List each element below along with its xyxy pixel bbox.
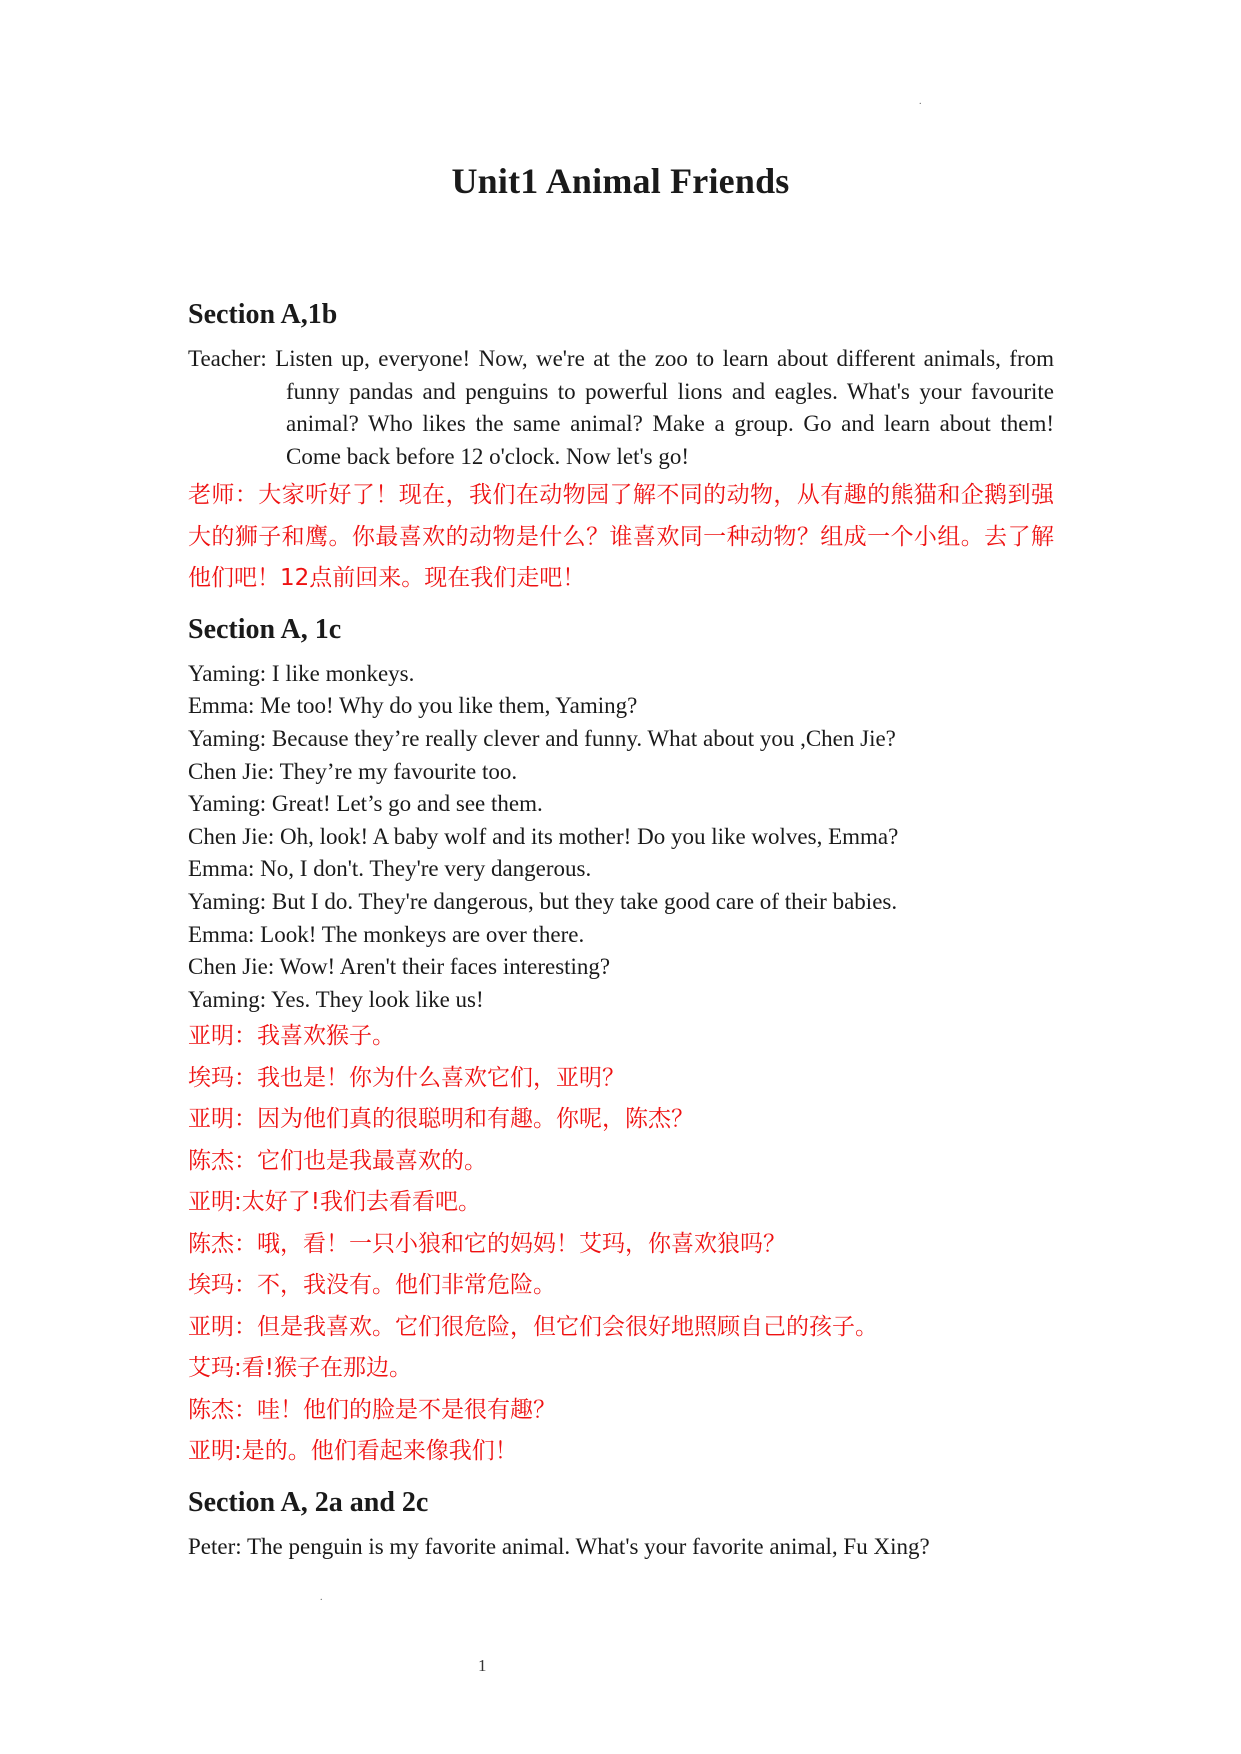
- dialogue-line: Chen Jie: They’re my favourite too.: [188, 758, 518, 784]
- translation-line: 亚明：但是我喜欢。它们很危险，但它们会很好地照顾自己的孩子。: [188, 1313, 878, 1340]
- translation-line: 埃玛：不，我没有。他们非常危险。: [188, 1272, 556, 1299]
- dialogue-line: Teacher: Listen up, everyone! Now, we're at the zoo to learn about different animals, from funny pandas and penguins to powerful lions and eagles. What's your favourite animal? Who likes the same animal? Make a group. Go and learn about them! Come back before 12 o'clock. Now let's go!: [188, 346, 1054, 469]
- dialogue-line: Yaming: Great! Let’s go and see them.: [188, 791, 543, 817]
- document-body: [188, 295, 1054, 1564]
- section-heading: Section A, 1c: [188, 613, 342, 645]
- section-heading: Section A, 2a and 2c: [188, 1486, 429, 1518]
- translation-line: 陈杰：哦，看！一只小狼和它的妈妈！艾玛，你喜欢狼吗？: [188, 1230, 786, 1257]
- page-title: Unit1 Animal Friends: [451, 161, 790, 201]
- dialogue-line: Yaming: But I do. They're dangerous, but they take good care of their babies.: [188, 889, 898, 915]
- dialogue-line: Chen Jie: Oh, look! A baby wolf and its mother! Do you like wolves, Emma?: [188, 823, 899, 849]
- section-heading: Section A,1b: [188, 299, 338, 330]
- translation-line: 艾玛:看!猴子在那边。: [188, 1355, 412, 1382]
- dialogue-line: Emma: Look! The monkeys are over there.: [188, 921, 585, 947]
- translation-line: 陈杰：它们也是我最喜欢的。: [188, 1147, 487, 1174]
- translation-line: 埃玛：我也是！你为什么喜欢它们，亚明？: [188, 1064, 625, 1091]
- dialogue-line: Emma: No, I don't. They're very dangerous.: [188, 856, 592, 882]
- translation-line: 亚明:是的。他们看起来像我们！: [188, 1438, 518, 1465]
- stray-mark: .: [320, 1592, 323, 1603]
- translation-paragraph: 老师：大家听好了！现在，我们在动物园了解不同的动物，从有趣的熊猫和企鹅到强大的狮子和鹰。你最喜欢的动物是什么？谁喜欢同一种动物？组成一个小组。去了解他们吧！12点前回来。现在我们走吧！: [188, 482, 1054, 592]
- translation-line: 亚明：因为他们真的很聪明和有趣。你呢，陈杰？: [188, 1106, 694, 1133]
- dialogue-line: Emma: Me too! Why do you like them, Yaming?: [188, 693, 638, 719]
- translation-line: 亚明:太好了!我们去看看吧。: [188, 1189, 481, 1216]
- stray-mark: .: [919, 96, 922, 107]
- dialogue-line: Peter: The penguin is my favorite animal. What's your favorite animal, Fu Xing?: [188, 1533, 930, 1559]
- translation-line: 亚明：我喜欢猴子。: [188, 1023, 395, 1050]
- dialogue-line: Yaming: Yes. They look like us!: [188, 986, 484, 1012]
- translation-line: 陈杰：哇！他们的脸是不是很有趣？: [188, 1396, 556, 1423]
- dialogue-line: Chen Jie: Wow! Aren't their faces interesting?: [188, 954, 611, 980]
- dialogue-line: Yaming: I like monkeys.: [188, 660, 415, 686]
- page-number: 1: [478, 1656, 487, 1675]
- dialogue-line: Yaming: Because they’re really clever and funny. What about you ,Chen Jie?: [188, 726, 896, 752]
